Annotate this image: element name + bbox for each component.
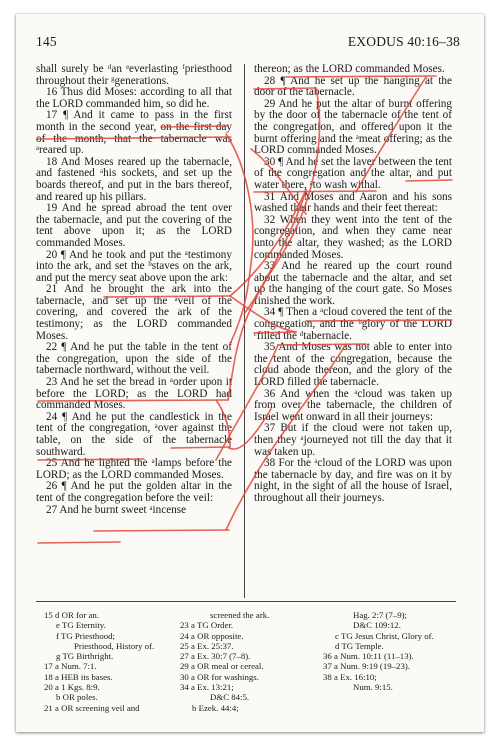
verse-text: 30 ¶ And he set the laver between the tent of the congregation and the altar, and put water there, ᵃto wash withal. bbox=[254, 155, 452, 191]
verse-text: 32 When they went into the tent of the congregation, and when they came near unto the altar, they washed; as the LORD commanded Moses. bbox=[254, 213, 452, 261]
footnote: D&C 109:12. bbox=[353, 620, 401, 631]
verse-text: 24 ¶ And he put the candlestick in the tent of the congregation, ᵃover against the table, on the side of the tabernacle southward. bbox=[36, 410, 232, 458]
footnote: g TG Birthright. bbox=[56, 651, 114, 662]
verse-text: 20 ¶ And he took and put the ᵃtestimony into the ark, and set the ᵇstaves on the ark, and put the mercy seat above upon the ark: bbox=[36, 248, 232, 284]
verse-text: 34 ¶ Then a ᵃcloud covered the tent of the congregation, and the ᵇglory of the LORD ᶜfilled the ᵈtabernacle. bbox=[254, 306, 452, 342]
verse-text: 37 But if the cloud were not taken up, then they ᵃjourneyed not till the day that it was taken up. bbox=[254, 422, 452, 458]
footnote: 24 a OR opposite. bbox=[180, 630, 244, 641]
footnote: 37 a Num. 9:19 (19–23). bbox=[323, 661, 410, 672]
verse-text: 22 ¶ And he put the table in the tent of the congregation, upon the side of the tabernacle northward, without the veil. bbox=[36, 341, 232, 377]
scripture-page bbox=[16, 14, 484, 732]
footnote: 21 a OR screening veil and bbox=[44, 702, 140, 713]
footnote-column-3 bbox=[323, 610, 463, 692]
verse-text: 31 And Moses and Aaron and his sons washed their hands and their feet thereat: bbox=[254, 190, 452, 215]
footnote: e TG Eternity. bbox=[56, 620, 106, 631]
footnote: 38 a Ex. 16:10; bbox=[323, 671, 377, 682]
footnote: Num. 9:15. bbox=[353, 682, 393, 693]
footnote: b Ezek. 44:4; bbox=[192, 702, 239, 713]
footnote: 18 a HEB its bases. bbox=[44, 671, 113, 682]
footnote: 25 a Ex. 25:37. bbox=[180, 640, 234, 651]
left-text-column bbox=[36, 64, 232, 516]
footnote: b OR poles. bbox=[56, 692, 98, 703]
footnote-column-2 bbox=[180, 610, 320, 713]
footnote: c TG Jesus Christ, Glory of. bbox=[335, 630, 434, 641]
footnote: D&C 84:5. bbox=[210, 692, 250, 703]
verse-text: 29 And he put the altar of burnt offering by the door of the tabernacle of the tent of the congregation, and offered upon it the burnt offering and the ᵃmeat offering; as the LORD commanded Moses. bbox=[254, 97, 452, 157]
verse-text: 25 And he lighted the ᵃlamps before the LORD; as the LORD commanded Moses. bbox=[36, 457, 232, 481]
footnote: 29 a OR meal or cereal. bbox=[180, 661, 264, 672]
verse-text: 36 And when the ᵃcloud was taken up from over the tabernacle, the children of Israel went onward in all their journeys: bbox=[254, 387, 452, 423]
verse-text: 23 And he set the bread in ᵃorder upon it before the LORD; as the LORD had commanded Moses. bbox=[36, 376, 232, 412]
footnote: screened the ark. bbox=[210, 610, 270, 620]
footnote: Priesthood, History of. bbox=[74, 640, 155, 651]
verse-text: 27 And he burnt sweet ᵃincense bbox=[46, 503, 187, 516]
verse-text: 17 ¶ And it came to pass in the first month in the second year, on the first day of the month, that the tabernacle was ᵃreared up. bbox=[36, 109, 232, 157]
column-divider bbox=[244, 64, 245, 598]
verse-text: thereon; as the LORD commanded Moses. bbox=[254, 63, 445, 75]
verse-text: 33 And he reared up the court round about the tabernacle and the altar, and set up the hanging of the court gate. So Moses finished the work. bbox=[254, 260, 452, 307]
footnote: 34 a Ex. 13:21; bbox=[180, 682, 234, 693]
verse-text: 21 And he brought the ark into the tabernacle, and set up the ᵃveil of the covering, and covered the ark of the testimony; as the LORD commanded Moses. bbox=[36, 283, 232, 342]
chapter-reference: EXODUS 40:16–38 bbox=[347, 34, 460, 49]
verse-text: 19 And he spread abroad the tent over the tabernacle, and put the covering of the tent above upon it; as the LORD commanded Moses. bbox=[36, 202, 232, 249]
footnote: d TG Temple. bbox=[335, 640, 384, 651]
verse-text: 18 And Moses reared up the tabernacle, and fastened ᵃhis sockets, and set up the boards thereof, and put in the bars thereof, and reared up his pillars. bbox=[36, 155, 232, 203]
underline-mark bbox=[94, 530, 229, 531]
footnote: 27 a Ex. 30:7 (7–8). bbox=[180, 651, 251, 662]
underline-mark bbox=[38, 542, 120, 543]
verse-text: 16 Thus did Moses: according to all that the LORD commanded him, so did he. bbox=[36, 86, 232, 110]
verse-text: shall surely be ᵈan ᵉeverlasting ᶠpriesthood throughout their ᵍgenerations. bbox=[36, 63, 232, 87]
footnote: 20 a 1 Kgs. 8:9. bbox=[44, 682, 100, 693]
footnote: 15 d OR for an. bbox=[44, 610, 99, 620]
footnote: 30 a OR for washings. bbox=[180, 671, 259, 682]
footnote-divider bbox=[36, 601, 456, 602]
footnote: 36 a Num. 10:11 (11–13). bbox=[323, 651, 414, 662]
footnote: 23 a TG Order. bbox=[180, 620, 234, 631]
page-number: 145 bbox=[36, 34, 57, 49]
footnote: 17 a Num. 7:1. bbox=[44, 661, 97, 672]
verse-text: 26 ¶ And he put the golden altar in the tent of the congregation before the veil: bbox=[36, 480, 232, 504]
footnote: Hag. 2:7 (7–9); bbox=[353, 610, 407, 620]
footnote: f TG Priesthood; bbox=[56, 630, 115, 641]
right-text-column bbox=[254, 64, 452, 505]
verse-text: 38 For the ᵃcloud of the LORD was upon the tabernacle by day, and fire was on it by night, in the sight of all the house of Israel, throughout all their journeys. bbox=[254, 457, 452, 504]
verse-text: 28 ¶ And he set up the hanging at the door of the tabernacle. bbox=[254, 74, 452, 99]
verse-text: 35 And Moses was not able to enter into the tent of the congregation, because the cloud abode thereon, and the glory of the LORD filled the tabernacle. bbox=[254, 341, 452, 389]
footnote-column-1 bbox=[44, 610, 179, 713]
